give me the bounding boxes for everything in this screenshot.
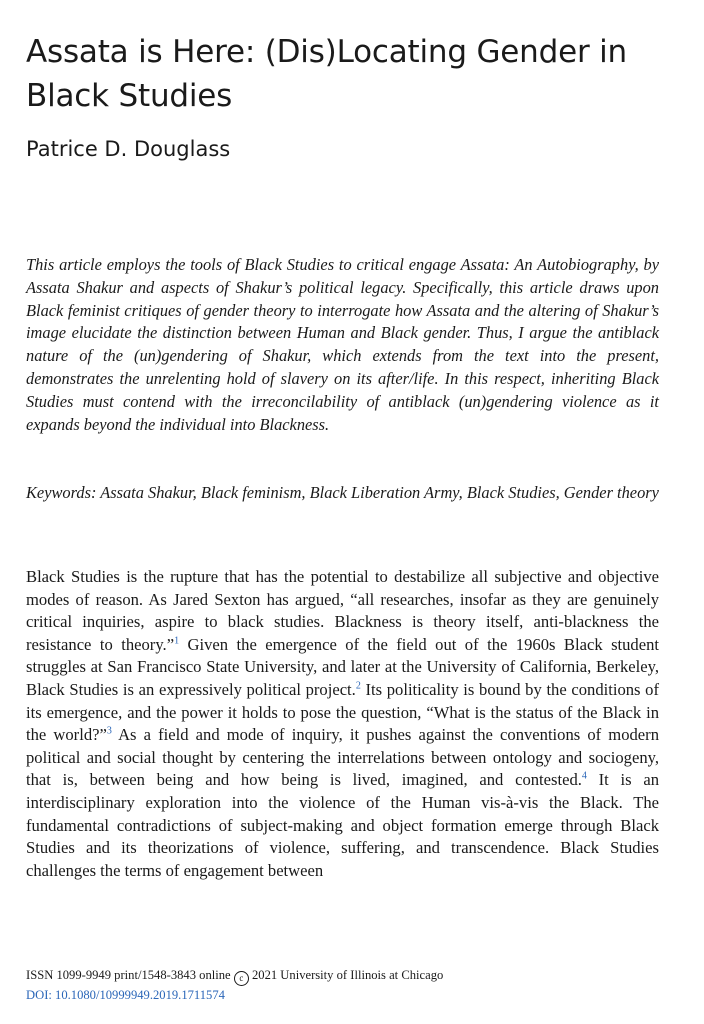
page-footer — [26, 966, 443, 1005]
issn-line — [26, 966, 443, 986]
body-segment: It is an interdisciplinary exploration into the violence of the Human vis-à-vis the Black. The fundamental contradictions of subject-making and object formation emerge through Black Studies and its theorizations of violence, suffering, and transcendence. Black Studies challenges the terms of engagement between — [26, 770, 659, 880]
footnote-ref-2[interactable]: 2 — [355, 680, 361, 692]
body-paragraph — [26, 566, 659, 882]
article-title: Assata is Here: (Dis)Locating Gender in Black Studies — [26, 34, 627, 114]
footnote-ref-1[interactable]: 1 — [174, 635, 180, 647]
body-segment: Its politicality is bound by the conditions of its emergence, and the power it holds to pose the question, “What is the status of the Black in the world?” — [26, 679, 659, 745]
copyright-icon: c — [234, 971, 249, 986]
footnote-ref-3[interactable]: 3 — [106, 725, 112, 737]
copyright-text: 2021 University of Illinois at Chicago — [251, 968, 444, 982]
author-name: Patrice D. Douglass — [26, 137, 231, 161]
abstract: This article employs the tools of Black Studies to critical engage Assata: An Autobiography, by Assata Shakur and aspects of Shakur’s political legacy. Specifically, this article draws upon Black feminist critiques of gender theory to interrogate how Assata and the altering of Shakur’s image elucidate the distinction between Human and Black gender. Thus, I argue the antiblack nature of the (un)gendering of Shakur, which extends from the text into the present, demonstrates the unrelenting hold of slavery on its after/life. In this respect, inheriting Black Studies must contend with the irreconcilability of antiblack (un)gendering violence as it expands beyond the individual into Blackness. — [26, 255, 659, 434]
keywords: Keywords: Assata Shakur, Black feminism, Black Liberation Army, Black Studies, Gender theory — [26, 483, 659, 502]
body-segment: As a field and mode of inquiry, it pushes against the conventions of modern political and social thought by centering the interrelations between ontology and sociogeny, that is, between being and how being is lived, imagined, and contested. — [26, 725, 659, 790]
issn-text: ISSN 1099-9949 print/1548-3843 online — [26, 968, 231, 982]
footnote-ref-4[interactable]: 4 — [581, 770, 587, 782]
body-segment: Black Studies is the rupture that has the potential to destabilize all subjective and objective modes of reason. As Jared Sexton has argued, “all researches, insofar as they are genuinely critical inquiries, aspire to black studies. Blackness is theory itself, anti-blackness the resistance to theory.” — [26, 567, 659, 654]
body-segment: Given the emergence of the field out of the 1960s Black student struggles at San Francisco State University, and later at the University of California, Berkeley, Black Studies is an expressively political project. — [26, 634, 660, 699]
doi-link[interactable]: DOI: 10.1080/10999949.2019.1711574 — [26, 988, 225, 1002]
